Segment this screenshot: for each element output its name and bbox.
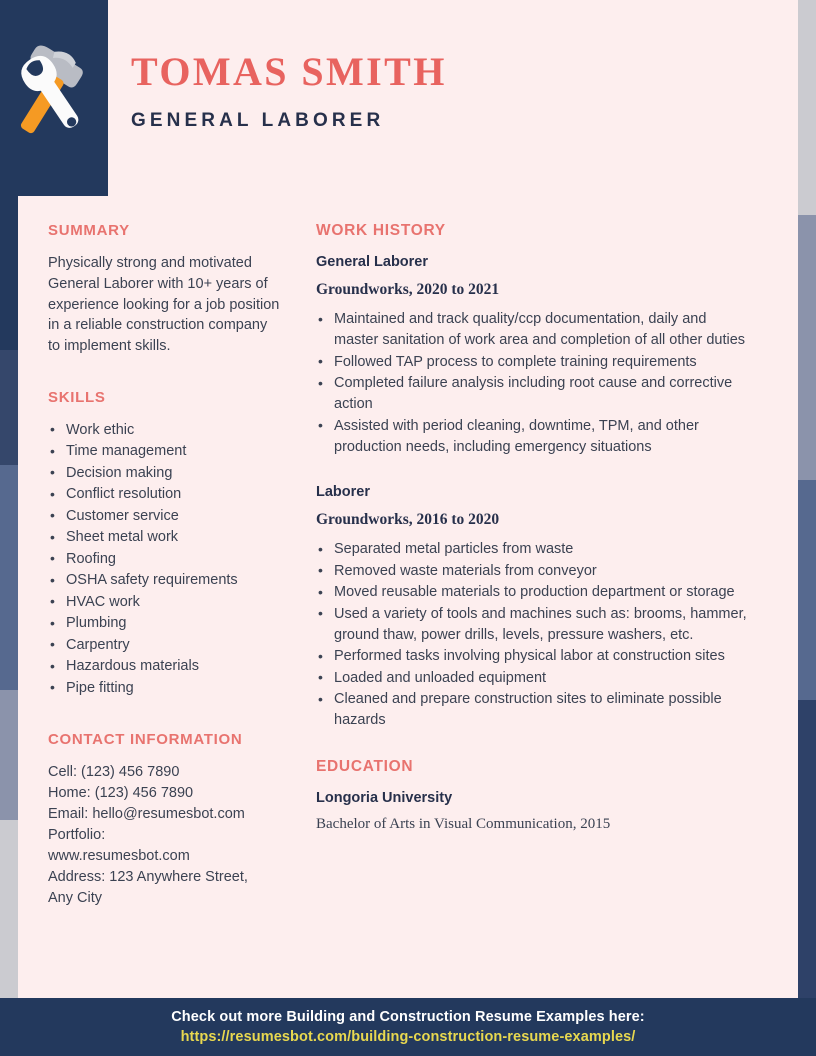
contact-portfolio-label: Portfolio: <box>48 827 106 844</box>
job-entry <box>316 254 754 458</box>
sidebar-column <box>0 222 300 909</box>
contact-portfolio-url: www.resumesbot.com <box>48 848 190 865</box>
list-item: • Assisted with period cleaning, downtime, TPM, and other production needs, including emergency situations <box>316 416 754 458</box>
hammer-wrench-icon <box>4 42 104 146</box>
skills-heading: SKILLS <box>48 388 106 406</box>
list-item: • Decision making <box>48 463 282 484</box>
list-item: • Roofing <box>48 549 282 570</box>
education-section <box>316 758 754 833</box>
list-item: • Used a variety of tools and machines such as: brooms, hammer, ground thaw, power drills, levels, pressure washers, etc. <box>316 604 754 646</box>
summary-heading: SUMMARY <box>48 222 130 239</box>
summary-section <box>48 222 282 357</box>
contact-email: Email: hello@resumesbot.com <box>48 806 245 823</box>
job-role: General Laborer <box>316 254 429 270</box>
list-item: • Plumbing <box>48 613 282 634</box>
list-item: • Carpentry <box>48 635 282 656</box>
list-item: • Maintained and track quality/ccp documentation, daily and master sanitation of work area and completion of all other duties <box>316 309 754 351</box>
footer-link[interactable]: https://resumesbot.com/building-construction-resume-examples/ <box>180 1029 636 1045</box>
main-column <box>300 222 776 833</box>
degree-line: Bachelor of Arts in Visual Communication, 2015 <box>316 815 611 832</box>
contact-address-line2: Any City <box>48 890 102 907</box>
school-name: Longoria University <box>316 789 453 806</box>
contact-cell: Cell: (123) 456 7890 <box>48 764 180 781</box>
contact-heading: CONTACT INFORMATION <box>48 731 243 749</box>
list-item: • Loaded and unloaded equipment <box>316 668 754 689</box>
job-title-subtitle: GENERAL LABORER <box>131 110 385 131</box>
contact-address-line1: Address: 123 Anywhere Street, <box>48 869 248 886</box>
list-item: • Sheet metal work <box>48 527 282 548</box>
list-item: • Separated metal particles from waste <box>316 539 754 560</box>
footer-banner <box>0 998 816 1056</box>
work-history-section <box>316 222 754 731</box>
list-item: • Customer service <box>48 506 282 527</box>
list-item: • Removed waste materials from conveyor <box>316 561 754 582</box>
list-item: • Conflict resolution <box>48 484 282 505</box>
list-item: • Time management <box>48 441 282 462</box>
list-item: • Performed tasks involving physical labor at construction sites <box>316 646 754 667</box>
list-item: • Completed failure analysis including root cause and corrective action <box>316 373 754 415</box>
skills-section <box>48 389 282 699</box>
list-item: • Hazardous materials <box>48 656 282 677</box>
footer-text: Check out more Building and Construction Resume Examples here: <box>171 1009 645 1025</box>
list-item: • Followed TAP process to complete training requirements <box>316 352 754 373</box>
work-history-heading: WORK HISTORY <box>316 222 446 239</box>
contact-home: Home: (123) 456 7890 <box>48 785 194 802</box>
contact-details <box>48 762 282 909</box>
list-item: • Cleaned and prepare construction sites to eliminate possible hazards <box>316 689 754 731</box>
contact-section <box>48 731 282 909</box>
list-item: • HVAC work <box>48 592 282 613</box>
job-company-dates: Groundworks, 2020 to 2021 <box>316 281 500 298</box>
list-item: • OSHA safety requirements <box>48 570 282 591</box>
list-item: • Pipe fitting <box>48 678 282 699</box>
page-title: TOMAS SMITH <box>131 49 447 94</box>
education-heading: EDUCATION <box>316 757 414 775</box>
job-bullets <box>316 539 754 731</box>
summary-text: Physically strong and motivated General Laborer with 10+ years of experience looking for a job position in a reliable construction company to implement skills. <box>48 255 280 355</box>
header-navy-block <box>0 0 108 196</box>
job-entry <box>316 484 754 731</box>
job-company-dates: Groundworks, 2016 to 2020 <box>316 511 500 528</box>
list-item: • Moved reusable materials to production department or storage <box>316 582 754 603</box>
job-bullets <box>316 309 754 458</box>
skills-list <box>48 420 282 699</box>
list-item: • Work ethic <box>48 420 282 441</box>
name-header <box>131 49 447 131</box>
job-role: Laborer <box>316 484 370 500</box>
resume-content <box>0 222 816 909</box>
